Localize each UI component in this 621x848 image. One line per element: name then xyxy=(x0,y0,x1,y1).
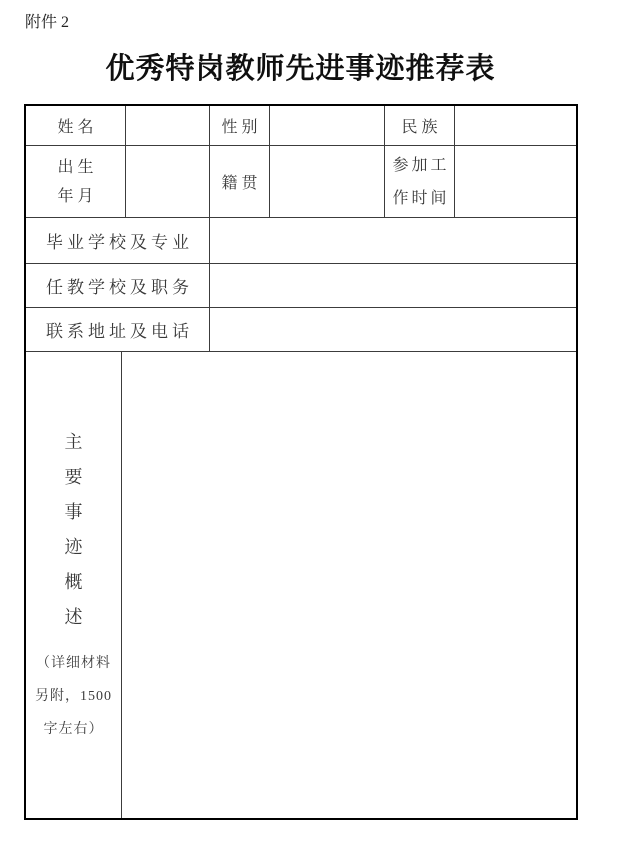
table-row-teaching-school xyxy=(26,264,576,308)
work-start-time-label xyxy=(385,146,455,218)
gender-value-cell xyxy=(270,106,385,146)
gender-label: 性 别 xyxy=(210,106,270,146)
main-deeds-note xyxy=(35,647,112,746)
teaching-school-value-cell xyxy=(210,264,576,308)
birth-date-label-line1: 出 生 xyxy=(57,158,94,176)
birth-date-value-cell xyxy=(126,146,210,218)
main-deeds-label xyxy=(26,352,122,818)
main-deeds-note-line: （详细材料 xyxy=(36,655,111,671)
contact-address-label: 联系地址及电话 xyxy=(26,308,210,352)
attachment-label: 附件 2 xyxy=(25,14,70,31)
work-start-time-label-line1: 参加工 xyxy=(392,156,450,174)
contact-address-value-cell xyxy=(210,308,576,352)
main-deeds-label-char: 事 xyxy=(64,501,83,522)
main-deeds-label-char: 要 xyxy=(64,466,83,487)
graduation-school-value-cell xyxy=(210,218,576,264)
teaching-school-label: 任教学校及职务 xyxy=(26,264,210,308)
name-label: 姓 名 xyxy=(26,106,126,146)
ethnicity-value-cell xyxy=(455,106,576,146)
ethnicity-label: 民 族 xyxy=(385,106,455,146)
birth-date-label xyxy=(26,146,126,218)
main-deeds-note-line: 字左右） xyxy=(43,721,104,737)
table-row-contact-address xyxy=(26,308,576,352)
main-deeds-label-char: 主 xyxy=(64,431,83,452)
page-title: 优秀特岗教师先进事迹推荐表 xyxy=(105,53,496,85)
table-row-basic-info-2 xyxy=(26,146,576,218)
main-deeds-note-line: 另附，1500 xyxy=(35,688,112,704)
birth-date-label-line2: 年 月 xyxy=(57,187,94,205)
table-row-main-deeds xyxy=(26,352,576,818)
main-deeds-label-char: 概 xyxy=(64,571,83,592)
main-deeds-value-cell xyxy=(122,352,576,818)
work-start-time-value-cell xyxy=(455,146,576,218)
table-row-graduation-school xyxy=(26,218,576,264)
native-place-value-cell xyxy=(270,146,385,218)
main-deeds-label-char: 述 xyxy=(64,606,83,627)
main-deeds-label-char: 迹 xyxy=(64,536,83,557)
recommendation-table xyxy=(24,104,578,820)
native-place-label: 籍 贯 xyxy=(210,146,270,218)
graduation-school-label: 毕业学校及专业 xyxy=(26,218,210,264)
work-start-time-label-line2: 作时间 xyxy=(392,189,450,207)
table-row-basic-info-1 xyxy=(26,106,576,146)
name-value-cell xyxy=(126,106,210,146)
